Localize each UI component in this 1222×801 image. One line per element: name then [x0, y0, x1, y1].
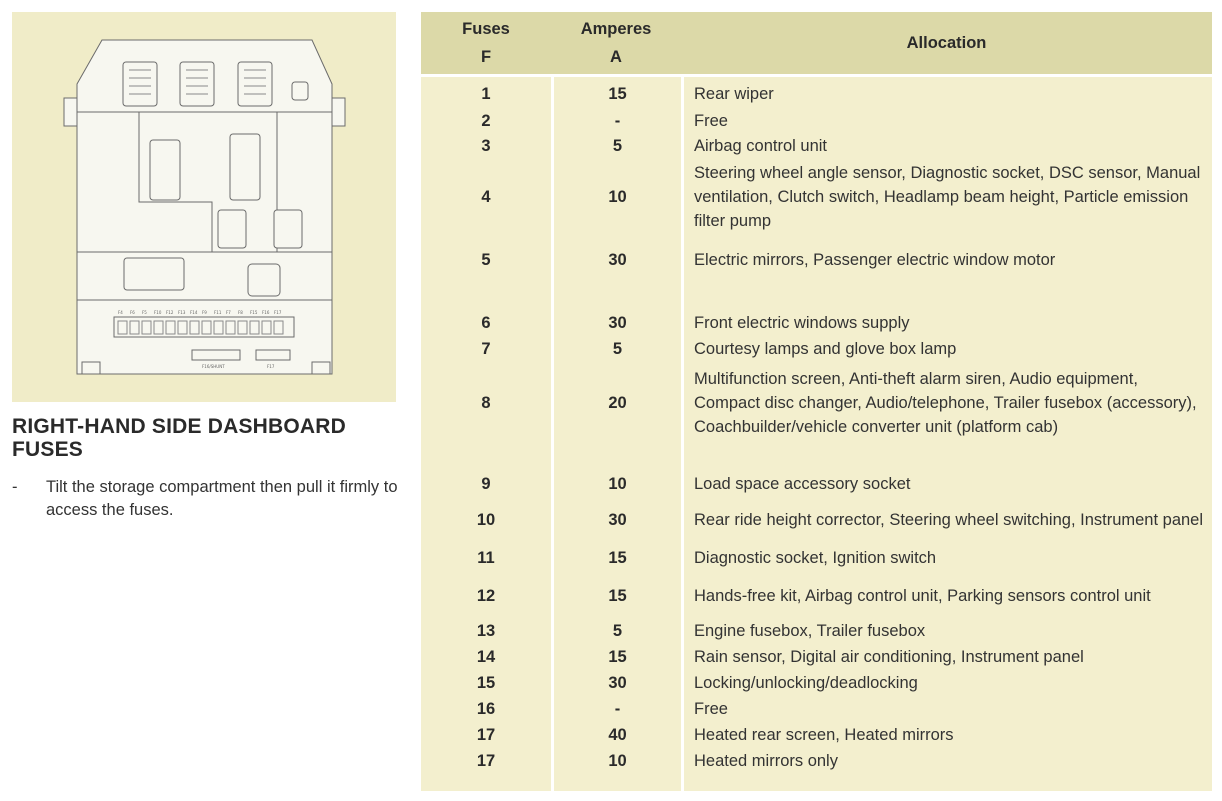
- amperes-cell: 10: [608, 751, 627, 770]
- right-mount-tab: [332, 98, 345, 126]
- amperes-cell: 40: [608, 725, 627, 744]
- fusebox-diagram-panel: [12, 12, 396, 402]
- instruction-text: Tilt the storage compartment then pull it firmly to access the fuses.: [46, 478, 398, 519]
- allocation-cell: Airbag control unit: [694, 137, 827, 155]
- fusebox-diagram: [12, 12, 396, 402]
- amperes-cell: 5: [612, 621, 623, 640]
- table-row: [421, 722, 1212, 748]
- table-header: [421, 12, 1212, 74]
- amperes-cell: 15: [608, 84, 627, 103]
- allocation-cell: Free: [694, 112, 728, 130]
- table-row: [421, 544, 1212, 572]
- allocation-cell: Locking/unlocking/deadlocking: [694, 674, 918, 692]
- bullet-dash: -: [12, 478, 18, 496]
- fuse-number-cell: 17: [476, 725, 496, 744]
- fuse-strip-label: F7: [226, 310, 231, 315]
- amperes-cell: 20: [608, 393, 627, 412]
- fuse-strip-label: F13: [178, 310, 186, 315]
- table-row: [421, 160, 1212, 234]
- allocation-cell: Load space accessory socket: [694, 475, 911, 493]
- table-row: [421, 572, 1212, 620]
- header-allocation: Allocation: [906, 34, 987, 52]
- header-amperes-sub: A: [610, 48, 622, 66]
- allocation-cell: Hands-free kit, Airbag control unit, Parking sensors control unit: [694, 587, 1151, 605]
- table-row: [421, 470, 1212, 498]
- fuse-number-cell: 8: [481, 393, 491, 412]
- header-fuses-label: Fuses: [462, 20, 510, 38]
- fuse-number-cell: 6: [481, 313, 491, 332]
- table-row: [421, 310, 1212, 336]
- fuse-number-cell: 7: [481, 339, 491, 358]
- table-row: [421, 80, 1212, 108]
- table-row: [421, 644, 1212, 670]
- fuse-number-cell: 3: [481, 136, 491, 155]
- header-divider: [421, 74, 1212, 77]
- fuse-number-cell: 12: [476, 586, 496, 605]
- fuse-strip-label: F15: [250, 310, 258, 315]
- allocation-cell: Multifunction screen, Anti-theft alarm siren, Audio equipment, Compact disc changer, Audio/telephone, Trailer fusebox (accessory), Coachbuilder/vehicle converter unit (platform cab): [694, 370, 1197, 436]
- allocation-cell: Diagnostic socket, Ignition switch: [694, 549, 937, 567]
- fuse-number-cell: 4: [481, 187, 491, 206]
- amperes-cell: 10: [608, 187, 627, 206]
- fuse-number-cell: 13: [476, 621, 496, 640]
- header-fuses: [421, 12, 551, 74]
- table-row: [421, 696, 1212, 722]
- fuse-strip-label: F4: [118, 310, 123, 315]
- amperes-cell: 5: [612, 136, 623, 155]
- fuse-number-cell: 14: [476, 647, 496, 666]
- f17-label: F17: [267, 364, 275, 369]
- fuse-strip-label: F14: [190, 310, 198, 315]
- table-row: [421, 234, 1212, 286]
- middle-connector-right: [230, 134, 260, 200]
- fuse-strip-label: F11: [214, 310, 222, 315]
- amperes-cell: 15: [608, 647, 627, 666]
- amperes-cell: -: [614, 111, 621, 130]
- table-row: [421, 134, 1212, 158]
- amperes-cell: -: [614, 699, 621, 718]
- amperes-cell: 30: [608, 673, 627, 692]
- fuse-number-cell: 17: [476, 751, 496, 770]
- header-amperes-label: Amperes: [580, 20, 652, 38]
- header-amperes: [551, 12, 681, 74]
- lower-connector-right: [248, 264, 280, 296]
- lower-connector-left: [124, 258, 184, 290]
- table-row: [421, 748, 1212, 774]
- allocation-cell: Rain sensor, Digital air conditioning, Instrument panel: [694, 648, 1084, 666]
- fuse-strip-label: F6: [130, 310, 135, 315]
- fuse-number-cell: 5: [481, 250, 491, 269]
- fuse-strip-label: F9: [202, 310, 207, 315]
- amperes-cell: 30: [608, 313, 627, 332]
- fuse-number-cell: 2: [481, 111, 491, 130]
- fuse-number-cell: 1: [481, 84, 491, 103]
- fuse-table: [421, 12, 1212, 791]
- fuse-strip-label: F17: [274, 310, 282, 315]
- fuse-strip-label: F12: [166, 310, 174, 315]
- fuse-strip-label: F10: [154, 310, 162, 315]
- allocation-cell: Steering wheel angle sensor, Diagnostic socket, DSC sensor, Manual ventilation, Clutch switch, Headlamp beam height, Particle emission filter pump: [694, 164, 1201, 230]
- allocation-cell: Rear wiper: [694, 85, 774, 103]
- fuse-number-cell: 15: [476, 673, 496, 692]
- fuse-number-cell: 16: [476, 699, 496, 718]
- amperes-cell: 30: [608, 250, 627, 269]
- allocation-cell: Engine fusebox, Trailer fusebox: [694, 622, 926, 640]
- shunt-label: F16/SHUNT: [202, 364, 225, 369]
- instruction-item: [12, 476, 402, 522]
- left-mount-tab: [64, 98, 77, 126]
- fuse-number-cell: 10: [476, 510, 496, 529]
- allocation-cell: Heated mirrors only: [694, 752, 838, 770]
- allocation-cell: Front electric windows supply: [694, 314, 910, 332]
- table-row: [421, 670, 1212, 696]
- table-row: [421, 618, 1212, 644]
- section-title: RIGHT-HAND SIDE DASHBOARD FUSES: [12, 415, 347, 461]
- amperes-cell: 15: [608, 586, 627, 605]
- table-row: [421, 336, 1212, 362]
- amperes-cell: 15: [608, 548, 627, 567]
- fuse-strip-label: F5: [142, 310, 147, 315]
- f17-fuse-block: [256, 350, 290, 360]
- amperes-cell: 10: [608, 474, 627, 493]
- table-row: [421, 108, 1212, 134]
- allocation-cell: Electric mirrors, Passenger electric window motor: [694, 251, 1056, 269]
- allocation-cell: Courtesy lamps and glove box lamp: [694, 340, 957, 358]
- amperes-cell: 5: [612, 339, 623, 358]
- fuse-strip: [114, 317, 294, 337]
- amperes-cell: 30: [608, 510, 627, 529]
- header-fuses-sub: F: [480, 48, 492, 66]
- middle-connector-left: [150, 140, 180, 200]
- fuse-strip-label: F8: [238, 310, 243, 315]
- allocation-cell: Free: [694, 700, 728, 718]
- fuse-strip-label: F16: [262, 310, 270, 315]
- fuse-number-cell: 11: [477, 548, 495, 567]
- allocation-cell: Heated rear screen, Heated mirrors: [694, 726, 954, 744]
- table-row: [421, 362, 1212, 444]
- allocation-cell: Rear ride height corrector, Steering wheel switching, Instrument panel: [694, 511, 1204, 529]
- table-row: [421, 496, 1212, 544]
- shunt-fuse-block: [192, 350, 240, 360]
- fuse-number-cell: 9: [481, 474, 491, 493]
